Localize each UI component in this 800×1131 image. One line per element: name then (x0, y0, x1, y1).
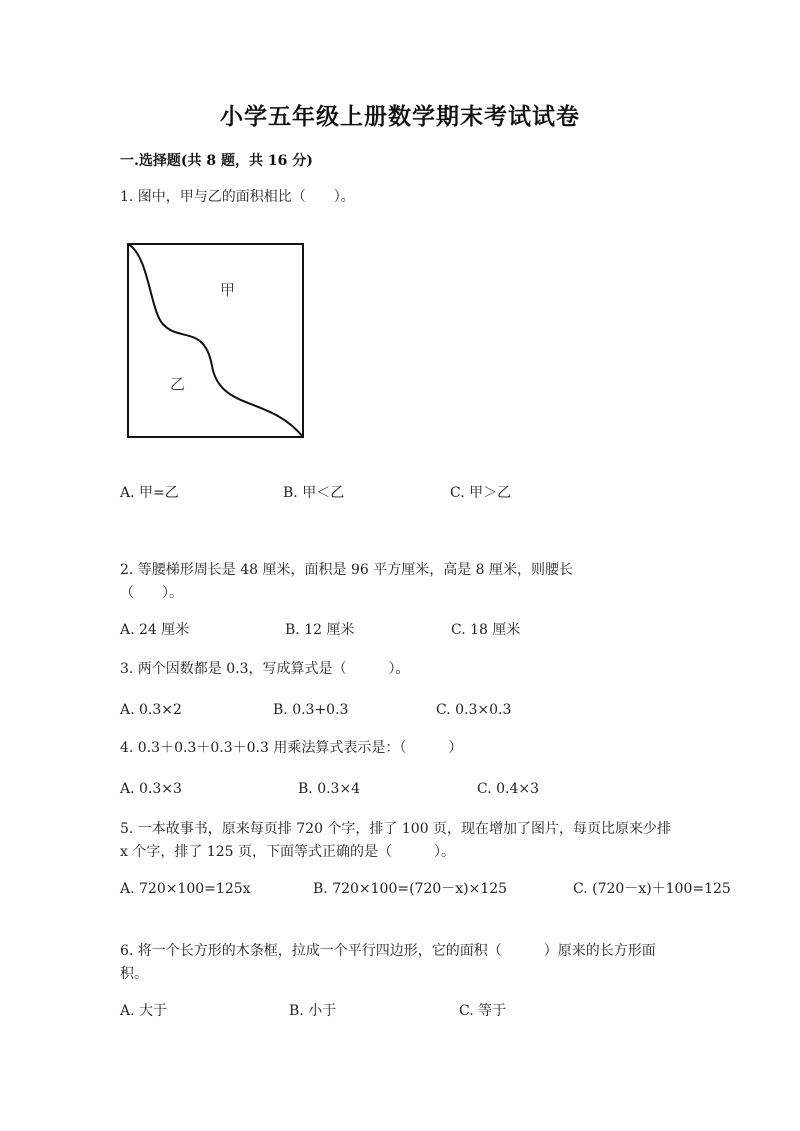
question-6-option-c[interactable]: C. 等于 (459, 1003, 507, 1019)
question-5-option-c[interactable]: C. (720－x)＋100=125 (573, 881, 731, 897)
question-5-text: 5. 一本故事书，原来每页排 720 个字，排了 100 页，现在增加了图片，每页比原来少排 x 个字，排了 125 页，下面等式正确的是（ ）。 (120, 821, 672, 860)
question-6-option-b[interactable]: B. 小于 (289, 1003, 337, 1019)
figure-label-bottom: 乙 (170, 375, 186, 393)
figure-curve (128, 244, 303, 437)
question-2-option-c[interactable]: C. 18 厘米 (451, 622, 521, 638)
figure-square (128, 244, 303, 437)
question-1-figure (120, 236, 315, 446)
question-5-option-a[interactable]: A. 720×100=125x (120, 881, 251, 897)
question-3-option-b[interactable]: B. 0.3+0.3 (273, 702, 349, 718)
question-1-option-c[interactable]: C. 甲＞乙 (450, 485, 512, 501)
question-4-option-a[interactable]: A. 0.3×3 (120, 781, 182, 797)
question-4-text: 4. 0.3＋0.3＋0.3＋0.3 用乘法算式表示是：（ ） (120, 740, 463, 756)
question-3-option-c[interactable]: C. 0.3×0.3 (436, 702, 512, 718)
question-3-option-a[interactable]: A. 0.3×2 (120, 702, 182, 718)
question-1-option-a[interactable]: A. 甲=乙 (120, 485, 179, 501)
section-heading: 一.选择题(共 8 题，共 16 分) (120, 153, 313, 169)
question-4-option-c[interactable]: C. 0.4×3 (477, 781, 540, 797)
question-2-text: 2. 等腰梯形周长是 48 厘米，面积是 96 平方厘米，高是 8 厘米，则腰长（ ）。 (120, 562, 574, 601)
question-1-text: 1. 图中，甲与乙的面积相比（ ）。 (120, 189, 355, 205)
question-5-option-b[interactable]: B. 720×100=(720－x)×125 (313, 881, 508, 897)
figure-label-top: 甲 (220, 281, 236, 299)
question-1-option-b[interactable]: B. 甲＜乙 (283, 485, 345, 501)
question-6-option-a[interactable]: A. 大于 (120, 1003, 168, 1019)
question-6-text: 6. 将一个长方形的木条框，拉成一个平行四边形，它的面积（ ）原来的长方形面积。 (120, 943, 656, 982)
question-3-text: 3. 两个因数都是 0.3，写成算式是（ ）。 (120, 661, 410, 677)
question-2-option-b[interactable]: B. 12 厘米 (285, 622, 355, 638)
question-2-option-a[interactable]: A. 24 厘米 (120, 622, 190, 638)
question-4-option-b[interactable]: B. 0.3×4 (298, 781, 361, 797)
page-title: 小学五年级上册数学期末考试试卷 (220, 103, 580, 130)
